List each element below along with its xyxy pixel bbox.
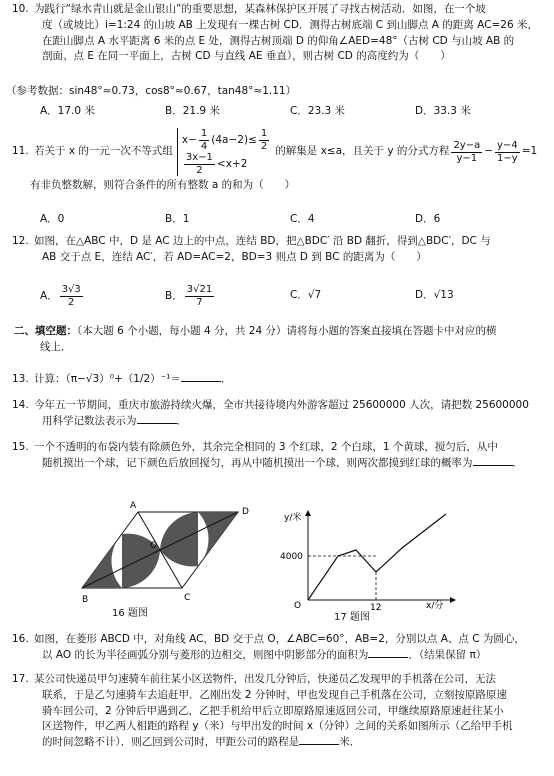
question-text: 以 AO 的长为半径画弧分别与菱形的边相交，则图中阴影部分的面积为 (42, 648, 369, 661)
question-text: 随机摸出一个球，记下颜色后放回搅匀，再从中随机摸出一个球，则两次都摸到红球的概率为 (42, 456, 473, 469)
x-arrow-icon (450, 597, 456, 603)
option-d: D．33.3 米 (415, 105, 471, 117)
reference-data: （参考数据：sin48°≈0.73，cos8°≈0.67，tan48°≈1.11） (6, 85, 297, 97)
x-tick-label: 12 (370, 603, 382, 612)
question-number: 12. (12, 235, 29, 247)
fraction: $\frac{y-4}{1-y}$ (497, 140, 518, 164)
section-title: 二、填空题： (14, 325, 77, 337)
fraction: $\frac{1}{2}$ (260, 128, 268, 152)
y-arrow-icon (305, 510, 311, 516)
label-c: C (184, 593, 191, 603)
question-14 (12, 398, 544, 430)
question-13 (12, 372, 544, 388)
question-text: AB 交于点 E，连结 AC′，若 AD=AC=2，BD=3 则点 D 到 BC 的距离为（ ） (42, 250, 427, 263)
option-b: B．21.9 米 (165, 105, 220, 117)
figure-17-graph (278, 508, 458, 612)
question-16 (12, 632, 544, 664)
label-a: A (130, 501, 137, 511)
ineq-text: <x+2 (216, 158, 248, 170)
question-number: 17. (12, 673, 29, 685)
question-text: 在距山脚点 A 水平距离 6 米的点 E 处，测得古树顶端 D 的仰角∠AED=48°（古树 CD 与山坡 AB 的 (42, 34, 515, 47)
y-tick-label: 4000 (280, 552, 303, 562)
punct: ． (220, 373, 232, 385)
option-c: C．4 (290, 213, 315, 225)
figure-16-rhombus (78, 500, 250, 620)
label-b: B (82, 595, 89, 605)
question-15 (12, 440, 544, 472)
operator: − (484, 145, 494, 158)
question-text: 如图，在菱形 ABCD 中，对角线 AC，BD 交于点 O，∠ABC=60°，AB=2，分别以点 A、点 C 为圆心， (34, 633, 525, 645)
figure-caption: 16 题图 (112, 608, 148, 619)
punct: ． (512, 456, 523, 469)
question-text: 骑车回公司，2 分钟后甲遇到乙，乙把手机给甲后立即原路原速返回公司，甲继续原路原速赶往某小 (42, 704, 504, 717)
answer-blank[interactable] (473, 465, 513, 466)
question-text: 用科学记数法表示为 (42, 414, 137, 427)
answer-blank[interactable] (299, 744, 339, 745)
options-row (40, 212, 540, 228)
ineq-text: (4a−2)≤ (211, 134, 257, 146)
x-label: x/分 (426, 601, 444, 611)
data-line (308, 514, 446, 600)
equation-end: =1 (521, 145, 538, 158)
section-text: （本大题 6 个小题，每小题 4 分，共 24 分）请将每小题的答案直接填在答题卡中对应的横 (77, 325, 497, 337)
question-12 (12, 234, 544, 266)
punct: ． (176, 414, 187, 427)
question-text: 某公司快递员甲匀速骑车前往某小区送物件，出发几分钟后，快递员乙发现甲的手机落在公司，无法 (34, 673, 496, 685)
inequality-system (177, 128, 271, 176)
options-row (40, 284, 540, 308)
question-text: 如图，在△ABC 中，D 是 AC 边上的中点，连结 BD，把△BDC′ 沿 BD 翻折，得到△BDC′，DC 与 (34, 235, 491, 247)
question-text: 有非负整数解，则符合条件的所有整数 a 的和为（ ） (30, 179, 296, 191)
origin-label: O (294, 601, 302, 611)
option-b: B． $\frac{3√21}{7}$ (165, 284, 213, 308)
option-d: D．√13 (415, 289, 454, 302)
option-a: A． $\frac{3√3}{2}$ (40, 284, 81, 308)
question-text: 若关于 x 的一元一次不等式组 (34, 145, 173, 158)
option-c: C．√7 (290, 289, 322, 302)
fraction: $\frac{1}{4}$ (200, 128, 208, 152)
section-text: 线上． (40, 340, 72, 353)
answer-blank[interactable] (137, 423, 177, 424)
question-text: 一个不透明的布袋内装有除颜色外，其余完全相同的 3 个红球，2 个白球，1 个黄球，搅匀后，从中 (34, 441, 498, 453)
ineq-text: x− (181, 134, 197, 146)
punct: 米． (339, 736, 361, 748)
question-text: 剖面、点 E 在同一平面上，古树 CD 与直线 AE 垂直），则古树 CD 的高度约为（ ） (42, 50, 451, 63)
question-text: 区送物件，甲乙两人相距的路程 y（米）与甲出发的时间 x（分钟）之间的关系如图所示（乙给甲手机 (42, 720, 513, 733)
question-text: 的时间忽略不计）．则乙回到公司时，甲距公司的路程是 (42, 736, 300, 748)
label-o: O (150, 541, 158, 551)
question-text: 计算：（π−√3）⁰+（1/2）⁻¹＝ (34, 373, 181, 385)
punct: ．（结果保留 π） (408, 648, 487, 661)
y-label: y/米 (284, 513, 302, 523)
question-number: 13. (12, 373, 29, 385)
answer-blank[interactable] (181, 381, 221, 382)
question-text: 的解集是 x≤a，且关于 y 的分式方程 (275, 145, 450, 158)
option-c: C．23.3 米 (290, 105, 346, 117)
answer-blank[interactable] (368, 657, 408, 658)
section-header (14, 324, 546, 356)
question-10 (12, 2, 544, 65)
label-d: D (242, 507, 249, 517)
question-17 (12, 672, 544, 751)
options-row (40, 104, 540, 120)
fraction: $\frac{2y-a}{y-1}$ (453, 140, 481, 164)
question-number: 14. (12, 399, 29, 411)
question-text: 为践行“绿水青山就是金山银山”的重要思想，某森林保护区开展了寻找古树活动．如图，在一个坡 (34, 3, 486, 15)
question-number: 16. (12, 633, 29, 645)
question-number: 10. (12, 3, 29, 15)
question-number: 11. (12, 145, 29, 158)
option-a: A．17.0 米 (40, 105, 95, 117)
question-number: 15. (12, 441, 29, 453)
question-text: 今年五一节期间，重庆市旅游持续火爆，全市共接待境内外游客超过 25600000 人次，请把数 25600000 (34, 399, 529, 411)
fraction: $\frac{3x-1}{2}$ (185, 152, 213, 176)
option-a: A．0 (40, 213, 65, 225)
option-b: B．1 (165, 213, 190, 225)
option-d: D．6 (415, 213, 441, 225)
question-text: 联系，于是乙匀速骑车去追赶甲．乙刚出发 2 分钟时，甲也发现自己手机落在公司，立刻按原路原速 (42, 688, 507, 701)
figure-caption: 17 题图 (334, 612, 370, 623)
question-text: 度（或坡比）i=1:24 的山坡 AB 上发现有一棵古树 CD．测得古树底端 C 到山脚点 A 的距离 AC=26 米， (42, 18, 538, 31)
question-11 (12, 128, 544, 194)
